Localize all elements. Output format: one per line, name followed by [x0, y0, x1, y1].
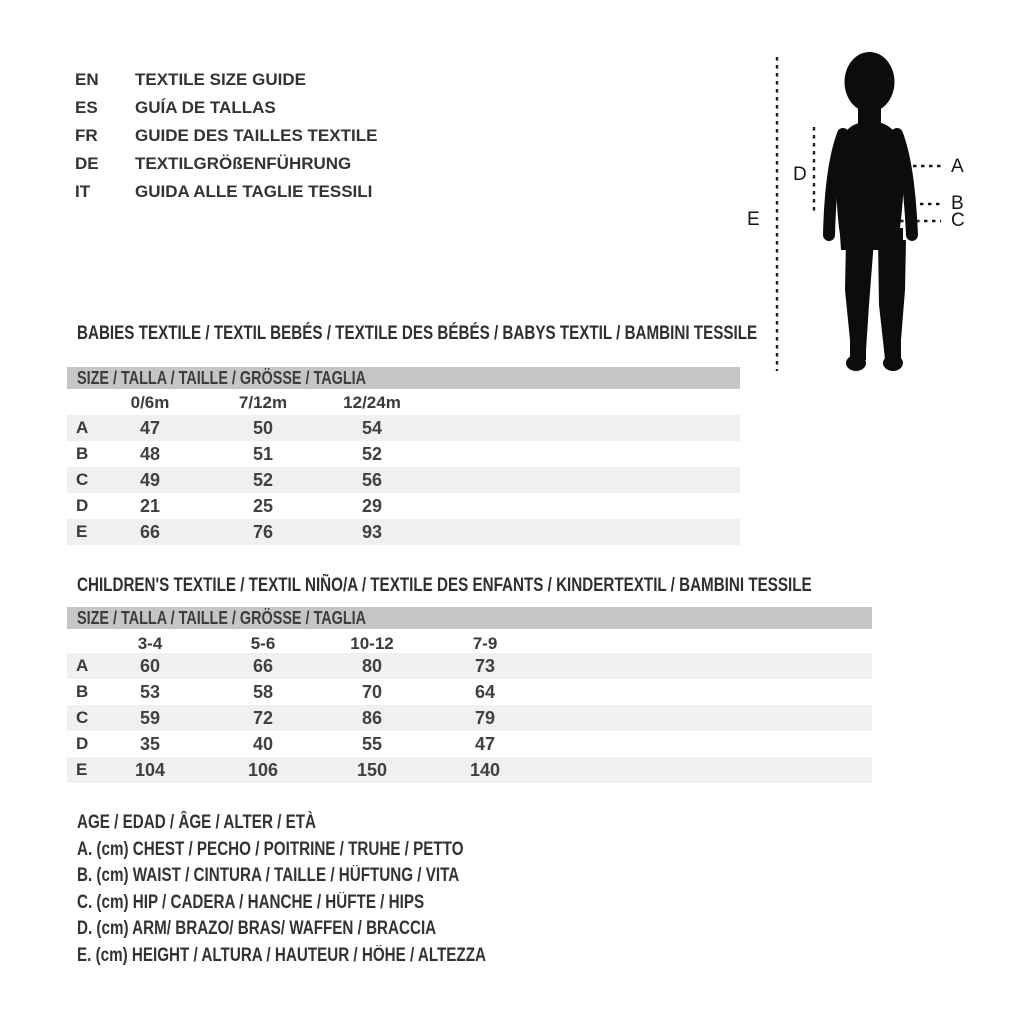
table-row: D 21 25 29 [76, 496, 383, 516]
age-column: 10-12 [350, 634, 394, 653]
babies-size-header-bar [67, 367, 740, 389]
table-row: B 48 51 52 [76, 444, 383, 464]
legend-waist-line: B. (cm) WAIST / CINTURA / TAILLE / HÜFTUNG / VITA [77, 865, 460, 886]
table-row: B 53 58 70 64 [76, 682, 496, 702]
children-size-table [67, 629, 872, 787]
table-row: C 59 72 86 79 [67, 705, 872, 731]
measurement-legend [77, 810, 588, 969]
language-title: TEXTILGRÖßENFÜHRUNG [135, 154, 352, 173]
table-row: A 60 66 80 73 [67, 653, 872, 679]
children-age-header-row [67, 632, 872, 655]
language-code: EN [75, 70, 99, 89]
language-code: ES [75, 98, 98, 117]
age-column: 0/6m [130, 393, 170, 412]
language-title-list [75, 66, 377, 206]
silhouette-left-foot [846, 355, 866, 371]
language-title: GUIDA ALLE TAGLIE TESSILI [135, 182, 373, 201]
silhouette-right-foot [883, 355, 903, 371]
children-section-title: CHILDREN'S TEXTILE / TEXTIL NIÑO/A / TEXTILE DES ENFANTS / KINDERTEXTIL / BAMBINI TESSILE [77, 575, 812, 596]
language-code: FR [75, 126, 98, 145]
legend-age-line: AGE / EDAD / ÂGE / ALTER / ETÀ [77, 812, 316, 833]
babies-section-title: BABIES TEXTILE / TEXTIL BEBÉS / TEXTILE DES BÉBÉS / BABYS TEXTIL / BAMBINI TESSILE [77, 323, 758, 344]
language-title: GUIDE DES TAILLES TEXTILE [135, 126, 378, 145]
list-item [75, 150, 377, 178]
marker-label-d: D [793, 164, 807, 185]
list-item [75, 94, 377, 122]
children-size-header-bar [67, 607, 872, 629]
age-column: 5-6 [250, 634, 276, 653]
babies-size-table [67, 389, 740, 547]
list-item [75, 122, 377, 150]
legend-arm-line: D. (cm) ARM/ BRAZO/ BRAS/ WAFFEN / BRACCIA [77, 918, 437, 939]
table-row: E 104 106 150 140 [67, 757, 872, 783]
list-item [75, 66, 377, 94]
children-size-bar-label: SIZE / TALLA / TAILLE / GRÖSSE / TAGLIA [77, 607, 367, 628]
legend-height-line: E. (cm) HEIGHT / ALTURA / HAUTEUR / HÖHE / ALTEZZA [77, 944, 486, 966]
marker-label-e: E [747, 209, 760, 230]
table-row: A 47 50 54 [67, 415, 740, 441]
table-row: D 35 40 55 47 [76, 734, 496, 754]
age-column: 12/24m [343, 393, 401, 412]
list-item [75, 178, 377, 206]
language-code: DE [75, 154, 99, 173]
babies-size-bar-label: SIZE / TALLA / TAILLE / GRÖSSE / TAGLIA [77, 367, 367, 388]
age-column: 3-4 [137, 634, 163, 653]
babies-age-header-row [67, 391, 740, 414]
age-column: 7-9 [472, 634, 498, 653]
language-title: GUÍA DE TALLAS [135, 98, 276, 117]
language-code: IT [75, 182, 91, 201]
age-column: 7/12m [238, 393, 288, 412]
marker-label-c: C [951, 210, 965, 231]
language-title: TEXTILE SIZE GUIDE [135, 70, 306, 89]
table-row: C 49 52 56 [67, 467, 740, 493]
table-row: E 66 76 93 [67, 519, 740, 545]
marker-label-b: B [951, 193, 964, 214]
marker-label-a: A [951, 156, 964, 177]
legend-hip-line: C. (cm) HIP / CADERA / HANCHE / HÜFTE / HIPS [77, 891, 425, 913]
legend-chest-line: A. (cm) CHEST / PECHO / POITRINE / TRUHE / PETTO [77, 838, 464, 860]
